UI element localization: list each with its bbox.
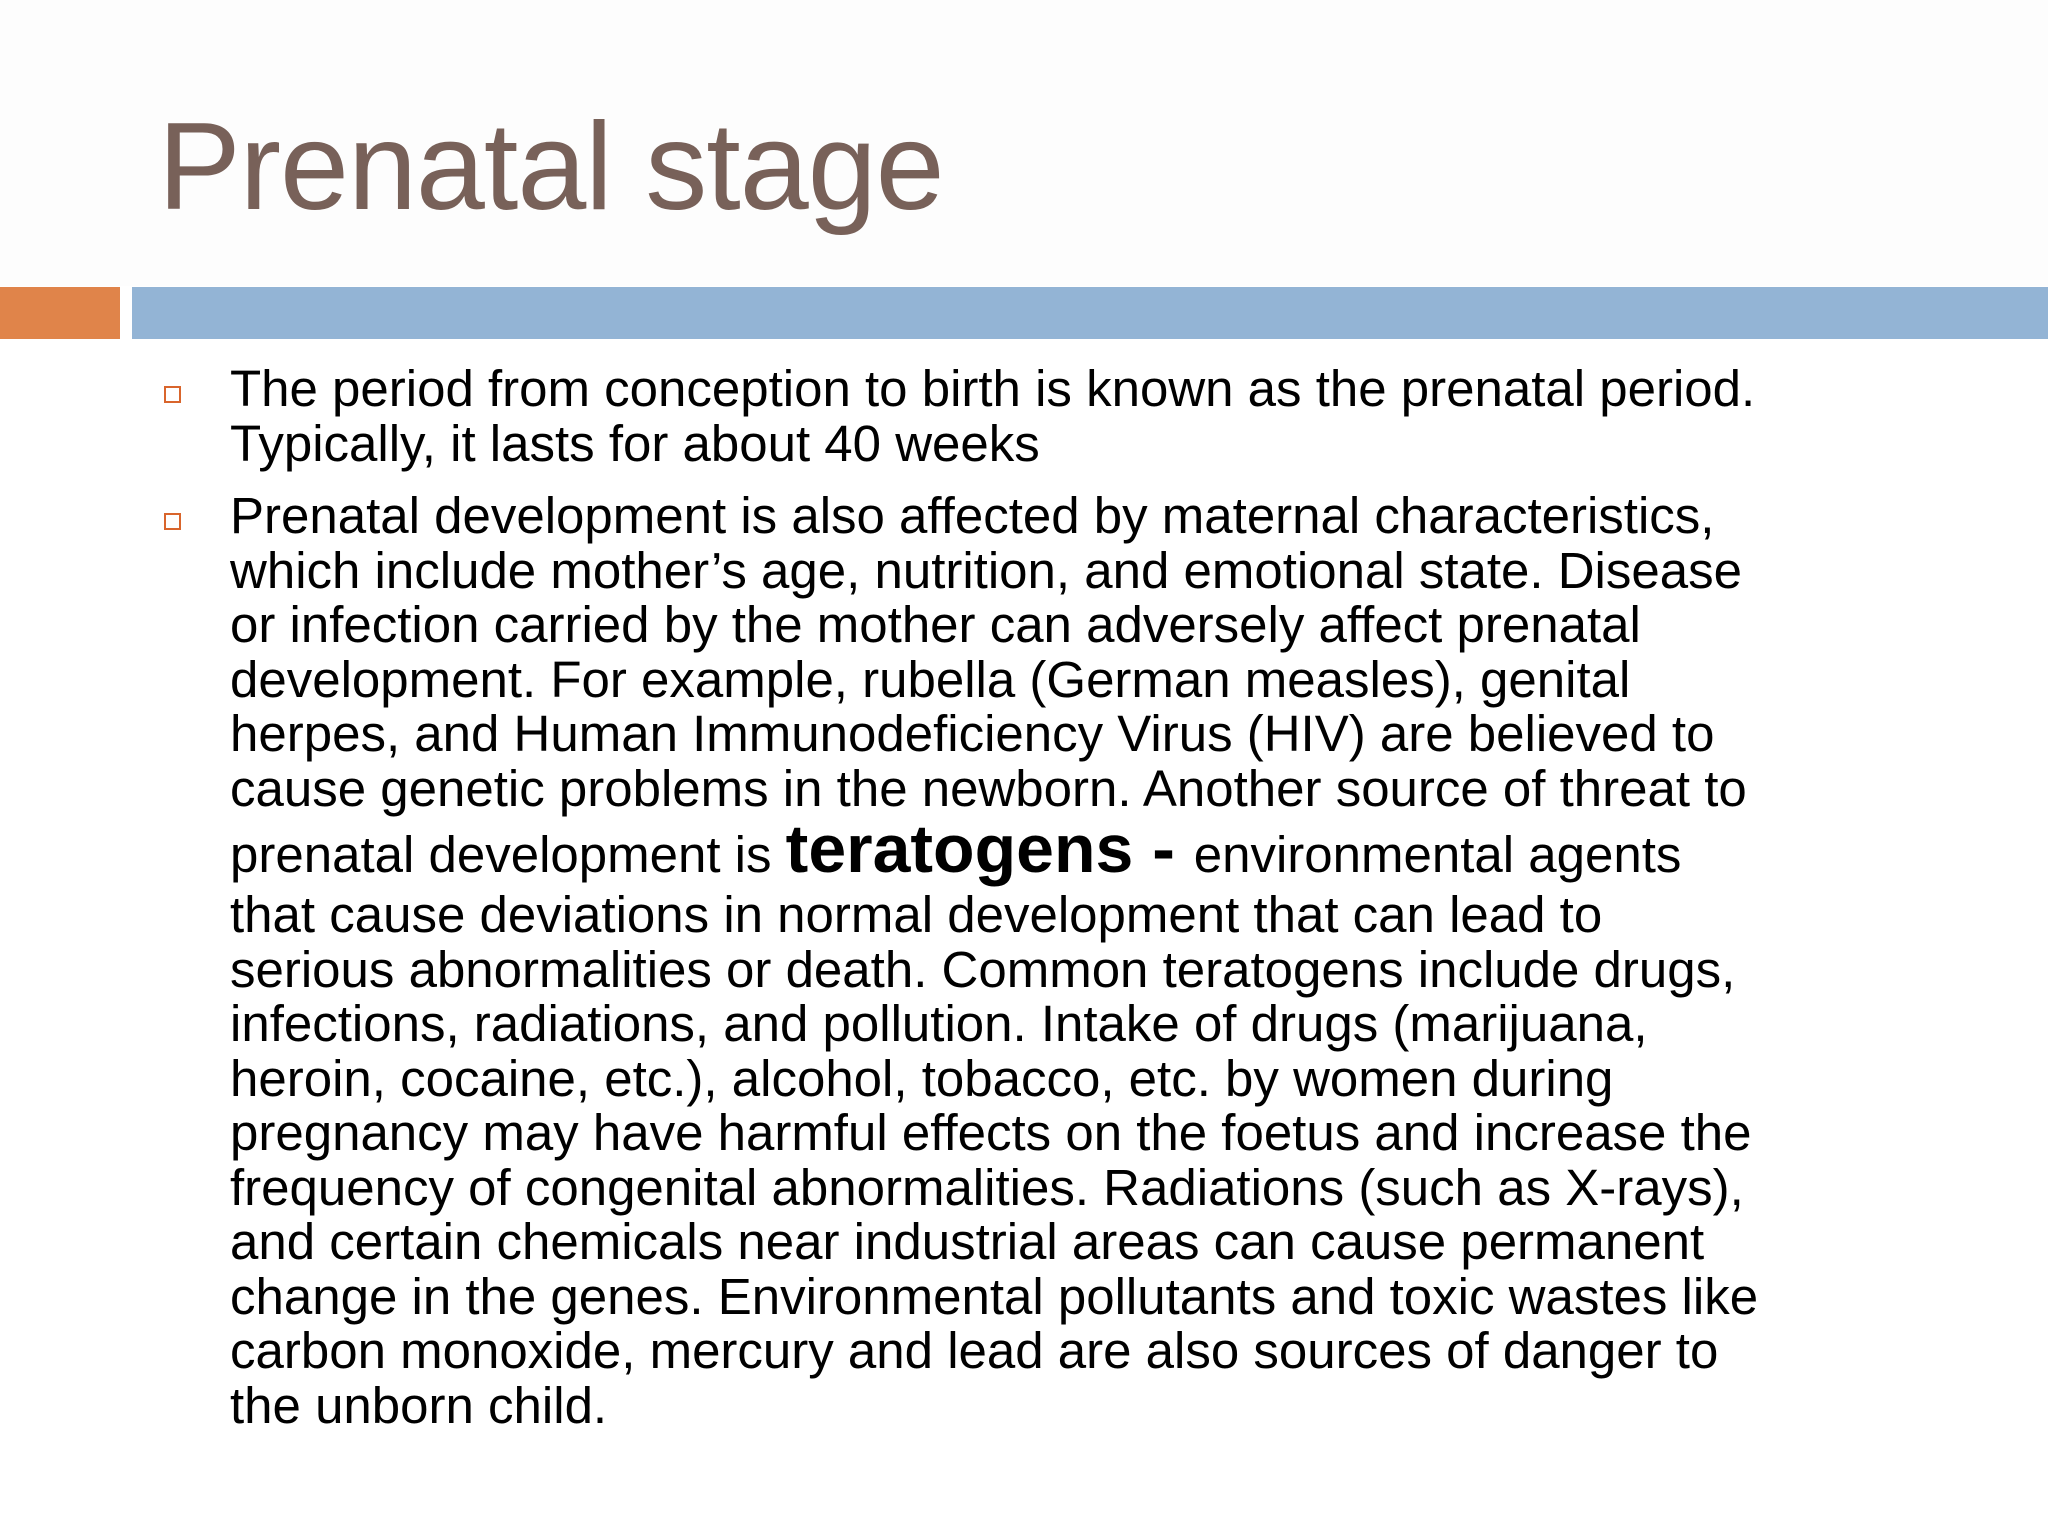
teratogens-emphasis: teratogens - [785, 811, 1194, 887]
title-band [0, 0, 2048, 286]
bullet-text-line: herpes, and Human Immunodeficiency Virus (HIV) are believed to [230, 705, 1715, 762]
bullet-item [158, 362, 1958, 471]
emphasis-trail-text: environmental agents [1193, 826, 1682, 883]
slide-title: Prenatal stage [158, 98, 944, 236]
bullet-text-line-emphasis [230, 811, 1958, 888]
bullet-text-line: change in the genes. Environmental pollutants and toxic wastes like [230, 1267, 1759, 1325]
bullet-item [158, 489, 1958, 1433]
bullet-text-line: The period from conception to birth is known as the prenatal period. [230, 360, 1756, 417]
square-bullet-icon [164, 513, 181, 530]
title-rule-bar [132, 287, 2048, 339]
bullet-text-line: that cause deviations in normal development that can lead to [230, 886, 1603, 943]
bullet-text-line: or infection carried by the mother can adversely affect prenatal [230, 596, 1641, 653]
bullet-text-line: development. For example, rubella (German measles), genital [230, 650, 1631, 708]
bullet-text-line: heroin, cocaine, etc.), alcohol, tobacco, etc. by women during [230, 1049, 1614, 1107]
accent-bar [0, 287, 120, 339]
bullet-text-line: which include mother’s age, nutrition, and emotional state. Disease [230, 541, 1742, 599]
emphasis-lead-text: prenatal development is [230, 826, 786, 883]
bullet-text-line: frequency of congenital abnormalities. Radiations (such as X-rays), [230, 1158, 1744, 1216]
bullet-text-line: Typically, it lasts for about 40 weeks [230, 414, 1040, 472]
bullet-text-line: and certain chemicals near industrial areas can cause permanent [230, 1213, 1705, 1270]
bullet-text-line: pregnancy may have harmful effects on the foetus and increase the [230, 1104, 1752, 1161]
bullet-text-line: cause genetic problems in the newborn. Another source of threat to [230, 759, 1747, 817]
square-bullet-icon [164, 386, 181, 403]
bullet-text-line: infections, radiations, and pollution. Intake of drugs (marijuana, [230, 995, 1648, 1052]
bullet-list [158, 362, 1958, 1451]
bullet-text-line: the unborn child. [230, 1376, 608, 1434]
bullet-text-line: serious abnormalities or death. Common teratogens include drugs, [230, 940, 1736, 998]
bullet-text-line: carbon monoxide, mercury and lead are also sources of danger to [230, 1322, 1719, 1379]
bullet-text-line: Prenatal development is also affected by maternal characteristics, [230, 487, 1715, 544]
